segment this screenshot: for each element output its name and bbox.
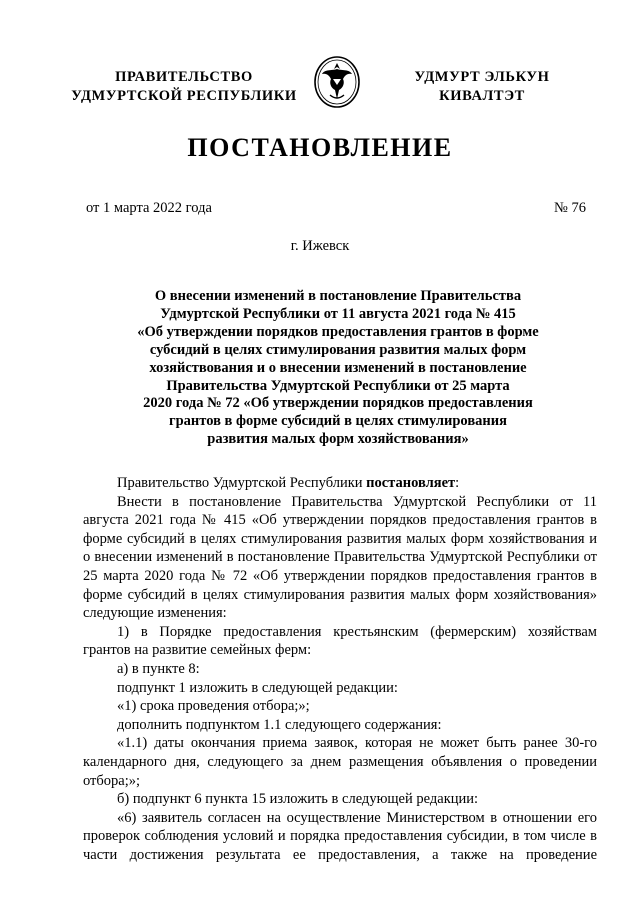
body-paragraph: дополнить подпунктом 1.1 следующего содержания: xyxy=(117,716,442,733)
header-left-line1: ПРАВИТЕЛЬСТВО xyxy=(115,69,253,85)
subject-line: хозяйствования и о внесении изменений в постановление xyxy=(149,359,527,376)
subject-line: Удмуртской Республики от 11 августа 2021 года № 415 xyxy=(160,305,516,322)
subject-line: О внесении изменений в постановление Правительства xyxy=(154,288,522,304)
header-right xyxy=(372,68,592,106)
body-paragraph: Внести в постановление Правительства Удмуртской Республики от 11 августа 2021 года № 415 «Об утверждении порядков предоставления грантов в форме субсидий в целях стимулирования развития малых форм хозяйствования и о внесении изменений в постановление Правительства Удмуртской Республики от 25 марта 2020 года № 72 «Об утверждении порядков предоставления грантов в форме субсидий в целях стимулирования развития малых форм хозяйствования» следующие изменения: xyxy=(83,493,597,622)
body-paragraph: а) в пункте 8: xyxy=(117,660,200,677)
header-right-line2: КИВАЛТЭТ xyxy=(439,88,525,104)
subject-line: «Об утверждении порядков предоставления грантов в форме xyxy=(137,323,539,340)
document-subject xyxy=(110,288,566,449)
subject-line: развития малых форм хозяйствования» xyxy=(207,431,469,448)
body-paragraph: подпункт 1 изложить в следующей редакции: xyxy=(117,679,398,696)
subject-line: субсидий в целях стимулирования развития малых форм xyxy=(149,341,527,358)
header-right-line1: УДМУРТ ЭЛЬКУН xyxy=(414,69,550,85)
preamble-colon: : xyxy=(455,475,460,491)
document-date: от 1 марта 2022 года xyxy=(86,200,212,216)
preamble-bold: постановляет xyxy=(366,475,456,491)
document-number: № 76 xyxy=(554,200,586,216)
body-paragraph: 1) в Порядке предоставления крестьянским (фермерским) хозяйствам грантов на развитие семейных ферм: xyxy=(83,623,597,659)
subject-line: грантов в форме субсидий в целях стимулирования xyxy=(169,413,507,430)
preamble-text: Правительство Удмуртской Республики xyxy=(117,475,367,491)
body-paragraph: «6) заявитель согласен на осуществление Министерством в отношении его проверок соблюдения условий и порядка предоставления субсидии, в том числе в части достижения результата ее предоставления, а также на проведение xyxy=(83,809,597,863)
coat-of-arms-icon xyxy=(313,55,361,109)
document-title: ПОСТАНОВЛЕНИЕ xyxy=(187,133,453,162)
body-paragraph: «1.1) даты окончания приема заявок, которая не может быть ранее 30-го календарного дня, следующего за днем размещения объявления о проведении отбора;»; xyxy=(83,735,597,789)
body-paragraph: «1) срока проведения отбора;»; xyxy=(117,698,310,715)
document-body xyxy=(83,474,597,864)
header-left xyxy=(66,68,302,106)
body-paragraph: б) подпункт 6 пункта 15 изложить в следующей редакции: xyxy=(117,791,479,808)
subject-line: 2020 года № 72 «Об утверждении порядков предоставления xyxy=(143,395,533,412)
subject-line: Правительства Удмуртской Республики от 25 марта xyxy=(166,377,510,394)
body-paragraph-preamble xyxy=(83,474,597,493)
document-city: г. Ижевск xyxy=(290,238,350,254)
header-left-line2: УДМУРТСКОЙ РЕСПУБЛИКИ xyxy=(71,88,297,104)
